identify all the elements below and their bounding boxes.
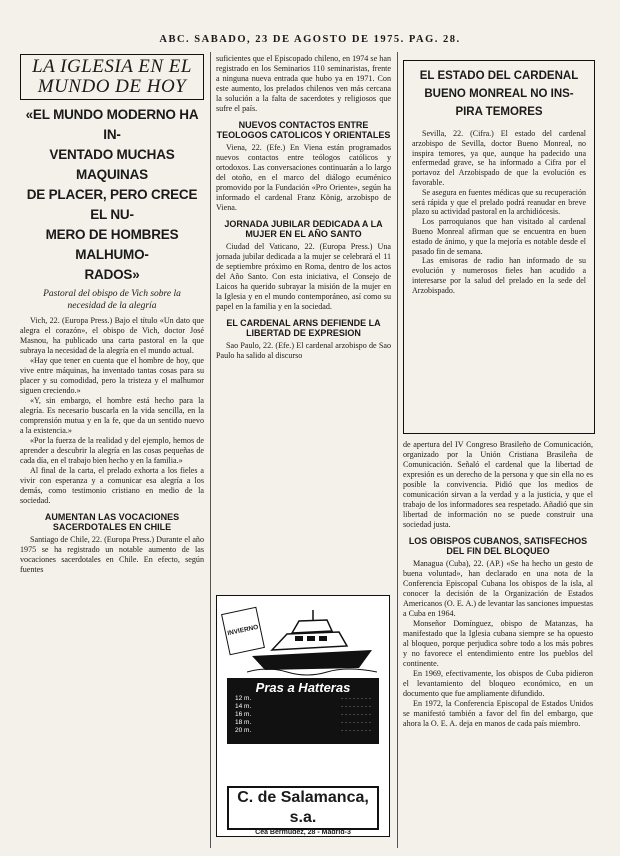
- box-paragraph: Sevilla, 22. (Cifra.) El estado del cardenal arzobispo de Sevilla, doctor Bueno Monreal, no inspira temores, ya que, aunque ha padecido una enfermedad grave, se ha informado a Cifra por el portavoz del Arzobispado de que la evolución es favorable.: [412, 129, 586, 187]
- section-title-jornada: JORNADA JUBILAR DEDICADA A LA MUJER EN EL AÑO SANTO: [224, 219, 383, 239]
- article-paragraph: de apertura del IV Congreso Brasileño de Comunicación, organizado por la Unión Cristiana Brasileña de Comunicación. Señaló el cardenal que la libertad de expresión es un derecho de la persona y que sin ella no es posible la convivencia. Pidió que los medios de comunicación sirvan a la verdad y a la justicia, y que el trabajo de los informadores sea respetado. Añadió que sin libertad de información no se puede construir una sociedad justa.: [403, 440, 593, 529]
- box-body: [404, 129, 594, 296]
- headline-line: MERO DE HOMBRES MALHUMO-: [45, 227, 179, 262]
- left-column: [20, 54, 204, 850]
- box-paragraph: Las emisoras de radio han informado de su evolución y numerosos fieles han acudido a interesarse por la salud del prelado en la sede del Arzobispado.: [412, 256, 586, 295]
- article-paragraph: Vich, 22. (Europa Press.) Bajo el título «Un dato que alegra el corazón», el obispo de Vich, doctor José Masnou, ha publicado una carta pastoral en la que subraya la necesidad de la alegría en el mundo actual.: [20, 316, 204, 355]
- main-headline: [20, 105, 204, 285]
- article-paragraph: «Y, sin embargo, el hombre está hecho para la alegría. Es necesario buscarla en la vida sencilla, en la comprensión mutua y en la fe, que da un sentido nuevo a la existencia.»: [20, 396, 204, 435]
- article-paragraph: «Hay que tener en cuenta que el hombre de hoy, que vive entre máquinas, ha inventado tantas cosas para su placer y su comodidad, pero la tristeza y el malhumor siguen creciendo.»: [20, 356, 204, 395]
- headline-line: DE PLACER, PERO CRECE EL NU-: [26, 187, 198, 222]
- running-head: ABC. SABADO, 23 DE AGOSTO DE 1975. PAG. 28.: [159, 34, 461, 45]
- price-dots: · · · · · · · ·: [341, 719, 371, 726]
- box-title: [408, 67, 590, 121]
- rubric-line-2: MUNDO DE HOY: [37, 76, 187, 97]
- box-paragraph: Los parroquianos que han visitado al cardenal Bueno Monreal afirman que se encuentra en buen estado de ánimo, y que la mejoría es notable desde el pasado fin de semana.: [412, 217, 586, 256]
- ad-tag: INVIERNO: [221, 607, 265, 656]
- article-paragraph: Sao Paulo, 22. (Efe.) El cardenal arzobispo de Sao Paulo ha salido al discurso: [216, 341, 391, 360]
- article-paragraph: Santiago de Chile, 22. (Europa Press.) Durante el año 1975 se ha registrado un notable aumento de las vocaciones sacerdotales en Chile. En efecto, según fuentes: [20, 535, 204, 574]
- section-title-teologos: NUEVOS CONTACTOS ENTRE TEOLOGOS CATOLICOS Y ORIENTALES: [216, 120, 391, 140]
- price-row-label: 16 m.: [235, 711, 252, 718]
- price-row-label: 20 m.: [235, 727, 252, 734]
- headline-line: RADOS»: [84, 267, 140, 282]
- box-title-line: EL ESTADO DEL CARDENAL: [419, 70, 579, 82]
- price-dots: · · · · · · · ·: [341, 695, 371, 702]
- headline-line: «EL MUNDO MODERNO HA IN-: [25, 107, 199, 142]
- price-dots: · · · · · · · ·: [341, 727, 371, 734]
- price-row: [227, 727, 379, 735]
- section-title-cuba: LOS OBISPOS CUBANOS, SATISFECHOS DEL FIN DEL BLOQUEO: [408, 536, 588, 556]
- price-row-label: 14 m.: [235, 703, 252, 710]
- article-paragraph: Ciudad del Vaticano, 22. (Europa Press.) Una jornada jubilar dedicada a la mujer se celebrará el 11 de septiembre próximo en Roma, dentro de los actos del Año Santo. Con esta iniciativa, el Consejo de Laicos ha querido subrayar la misión de la mujer en la Iglesia y en el mundo contemporáneo, así como su papel en la familia y en la sociedad.: [216, 242, 391, 311]
- box-paragraph: Se asegura en fuentes médicas que su recuperación será rápida y que el prelado podrá reanudar en breve plazo su actividad pastoral en la archidiócesis.: [412, 187, 586, 217]
- article-paragraph: «Por la fuerza de la realidad y del ejemplo, hemos de aprender a descubrir la alegría en las cosas pequeñas de cada día, en el trabajo bien hecho y en la familia.»: [20, 436, 204, 465]
- article-paragraph: Al final de la carta, el prelado exhorta a los fieles a vivir con esperanza y a comunicar esa alegría a los demás, como testimonio cristiano en medio de la sociedad.: [20, 466, 204, 505]
- price-panel: [227, 678, 379, 744]
- box-title-line: BUENO MONREAL NO INS-: [424, 88, 574, 100]
- section-title-vocaciones: AUMENTAN LAS VOCACIONES SACERDOTALES EN CHILE: [44, 512, 180, 532]
- section-rubric: [20, 54, 204, 100]
- price-row: [227, 711, 379, 719]
- price-row: [227, 695, 379, 703]
- price-row: [227, 719, 379, 727]
- rubric-line-1: LA IGLESIA EN EL: [32, 56, 192, 77]
- article-paragraph: suficientes que el Episcopado chileno, en 1974 se han registrado en los Seminarios 110 seminaristas, frente a ninguna nueva entrada que hubo ya en 1971. Con este aumento, los prelados chilenos ven más cercana la solución a la falta de sacerdotes y religiosos que sufre el país.: [216, 54, 391, 113]
- article-paragraph: Viena, 22. (Efe.) En Viena están programados nuevos contactos entre teólogos católicos y ortodoxos. Las conversaciones continuarán a lo largo del otoño, en el marco del diálogo ecuménico promovido por la Fundación «Pro Oriente», según ha informado el cardenal Franz König, arzobispo de Viena.: [216, 143, 391, 212]
- column-rule-left: [210, 52, 211, 848]
- headline-line: VENTADO MUCHAS MAQUINAS: [49, 147, 175, 182]
- ad-brand-box: [227, 786, 379, 836]
- box-title-line: PIRA TEMORES: [455, 106, 543, 118]
- boat-advertisement: [216, 595, 390, 837]
- price-row-label: 18 m.: [235, 719, 252, 726]
- price-dots: · · · · · · · ·: [341, 703, 371, 710]
- price-dots: · · · · · · · ·: [341, 711, 371, 718]
- price-row: [227, 703, 379, 711]
- article-paragraph: Monseñor Domínguez, obispo de Matanzas, ha manifestado que la Iglesia cubana siempre se ha opuesto al bloqueo, porque perjudica sobre todo a los más pobres y no favorece el entendimiento entre los pueblos del continente.: [403, 619, 593, 668]
- cardenal-box: [403, 60, 595, 434]
- middle-column: [216, 54, 391, 554]
- ad-contact: Cea Bermúdez, 28 - Madrid-3: [255, 829, 351, 836]
- article-paragraph: En 1972, la Conferencia Episcopal de Estados Unidos se manifestó también a favor del fin del embargo, que ahora la O. E. A. deja en manos de cada país miembro.: [403, 699, 593, 728]
- ad-brand: C. de Salamanca, s.a.: [237, 789, 369, 826]
- article-paragraph: En 1969, efectivamente, los obispos de Cuba pidieron el levantamiento del bloqueo económico, en un documento que fue ampliamente difundido.: [403, 669, 593, 698]
- article-paragraph: Managua (Cuba), 22. (AP.) «Se ha hecho un gesto de buena voluntad», han declarado en una nota de la Conferencia Episcopal Cubana los obispos de la isla, al conocer la decisión de la Organización de Estados Americanos (O. E. A.) de levantar las sanciones impuestas a Cuba en 1964.: [403, 559, 593, 618]
- boat-illustration: [247, 606, 377, 678]
- price-row-label: 12 m.: [235, 695, 252, 702]
- column-rule-right: [397, 52, 398, 848]
- article-subhead: Pastoral del obispo de Vich sobre la necesidad de la alegría: [43, 289, 181, 311]
- right-column: [403, 440, 593, 840]
- price-panel-title: Pras a Hatteras: [255, 680, 351, 695]
- section-title-arns: EL CARDENAL ARNS DEFIENDE LA LIBERTAD DE EXPRESION: [226, 318, 381, 338]
